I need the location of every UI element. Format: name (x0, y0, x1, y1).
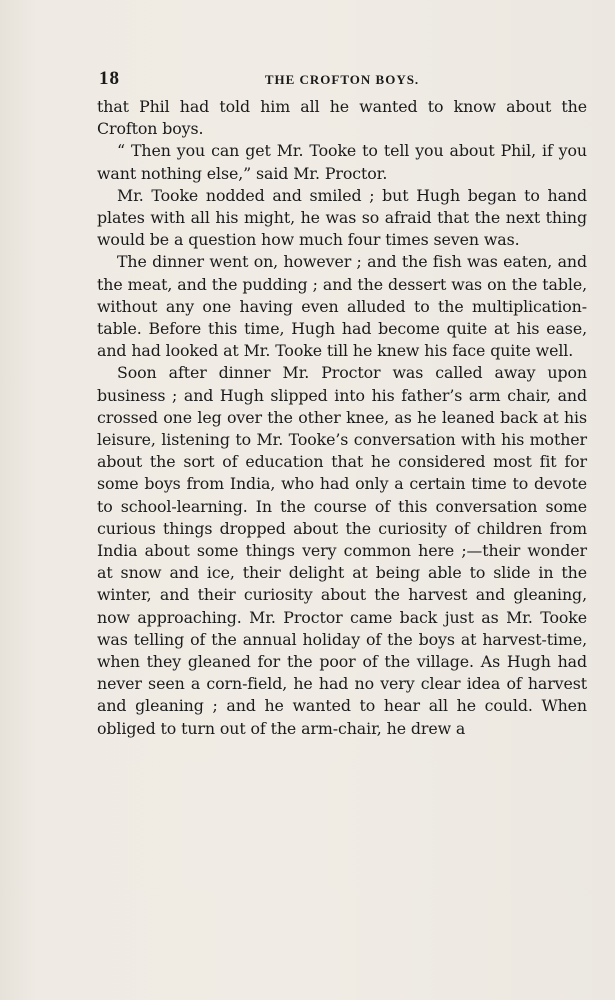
paragraph-4: The dinner went on, however ; and the fish was eaten, and the meat, and the pudding ; and the dessert was on the table, without any one having even alluded to the multiplication-table. Before this time, Hugh had become quite at his ease, and had looked at Mr. Tooke till he knew his face quite well. (97, 252, 587, 361)
text-block (97, 62, 587, 740)
paragraph-5: Soon after dinner Mr. Proctor was called away upon business ; and Hugh slipped into his father’s arm chair, and crossed one leg over the other knee, as he leaned back at his leisure, listening to Mr. Tooke’s conversation with his mother about the sort of education that he considered most fit for some boys from India, who had only a certain time to devote to school-learning. In the course of this conversation some curious things dropped about the curiosity of children from India about some things very common here ;—their wonder at snow and ice, their delight at being able to slide in the winter, and their curiosity about the harvest and gleaning, now approaching. Mr. Proctor came back just as Mr. Tooke was telling of the annual holiday of the boys at harvest-time, when they gleaned for the poor of the village. As Hugh had never seen a corn-field, he had no very clear idea of harvest and gleaning ; and he wanted to hear all he could. When obliged to turn out of the arm-chair, he drew a (97, 363, 587, 738)
running-title: THE CROFTON BOYS. (264, 72, 420, 87)
paragraph-2: “ Then you can get Mr. Tooke to tell you about Phil, if you want nothing else,” said Mr. Proctor. (97, 141, 587, 183)
running-head (97, 62, 587, 96)
paragraph-3: Mr. Tooke nodded and smiled ; but Hugh began to hand plates with all his might, he was so afraid that the next thing would be a question how much four times seven was. (97, 185, 587, 250)
page-number: 18 (99, 68, 120, 89)
paragraph-1: that Phil had told him all he wanted to know about the Crofton boys. (97, 97, 587, 139)
body-text (97, 96, 587, 740)
